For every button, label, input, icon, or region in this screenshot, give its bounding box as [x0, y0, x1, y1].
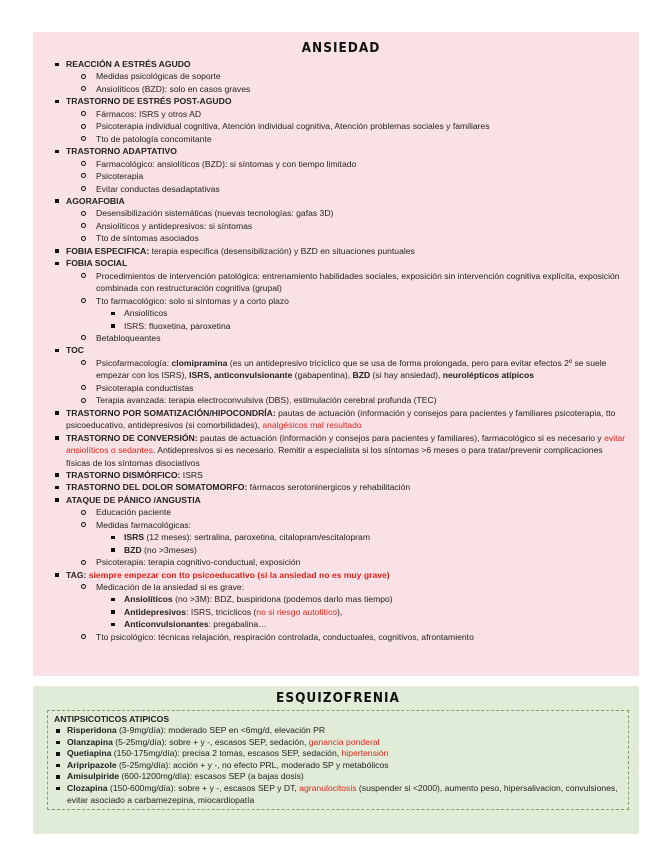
list-item [53, 469, 629, 481]
text: Medicación de la ansiedad si es grave: [96, 582, 245, 593]
heading: AGORAFOBIA [66, 195, 125, 206]
text: (no >3meses) [141, 544, 197, 555]
text: (600-1200mg/día): escasos SEP (a bajas dosis) [119, 771, 304, 782]
text: (150-600mg/día): sobre + y -, escasos SEP y DT, [107, 782, 300, 793]
text: , [209, 370, 214, 381]
list-item [110, 618, 629, 630]
list-item: Betabloqueantes [80, 332, 629, 344]
list-item [53, 95, 629, 145]
text: (suspender si <2000), aumento peso, hipersalivacion, convulsiones, evitar asociado a carbamezepina, miocardiopatía [67, 782, 618, 805]
text: (5-25mg/día): acción + y -, no efecto PRL, moderado SP y metabólicos [116, 759, 389, 770]
heading: TRASTORNO DEL DOLOR SOMATOMORFO: [66, 482, 248, 493]
list-item [80, 295, 629, 332]
list-item: Tto psicológico: técnicas relajación, respiración controlada, conductuales, cognitivos, afrontamiento [80, 631, 629, 643]
list-item: Psicoterapia [80, 170, 629, 182]
text: (no >3M): BDZ, buspiridona (podemos darlo mas tiempo) [172, 594, 393, 605]
anxiety-section [33, 32, 639, 676]
list-item: ISRS: fluoxetina, paroxetina [110, 320, 629, 332]
list-item [53, 494, 629, 569]
text: Medidas farmacológicas: [96, 519, 192, 530]
drug: ISRS [189, 370, 210, 381]
list-item: Psicoterapia: terapia cognitivo-conductual, exposición [80, 556, 629, 568]
heading: REACCIÓN A ESTRÉS AGUDO [66, 59, 191, 69]
list-item [54, 760, 622, 772]
list-item [53, 58, 629, 95]
list-item [53, 344, 629, 406]
list-item [53, 145, 629, 195]
list-item [110, 531, 629, 543]
drug: Quetiapina [67, 748, 112, 759]
list-item: Educación paciente [80, 506, 629, 518]
drug: Anticonvulsionantes [124, 619, 209, 630]
text: (150-175mg/día): precisa 2 tomas, escasos SEP, sedación, [111, 748, 342, 759]
text: . Antidepresivos si es necesario. Remitir a especialista si los síntomas >6 meses o para tratar/prevenir complicaciones físicas de los síntomas disociativos [66, 445, 603, 468]
drug: Olanzapina [67, 736, 113, 747]
warning: agranulocitosis [299, 782, 357, 793]
heading: FOBIA ESPECIFICA: [66, 245, 150, 256]
text: : pregabalina… [208, 619, 267, 630]
drug: BZD [124, 544, 142, 555]
warning: siempre empezar con tto psicoeducativo (si la ansiedad no es muy grave) [86, 569, 390, 580]
list-item [110, 606, 629, 618]
list-item [53, 432, 629, 469]
warning: hipertensión [341, 748, 389, 759]
list-item: Desensibilización sistemáticas (nuevas tecnologías: gafas 3D) [80, 207, 629, 219]
text: Psicofarmacología: [96, 357, 172, 368]
list-item: Procedimientos de intervención patológica: entrenamiento habilidades sociales, exposición sin intervención cognitiva explícita, exposición combinada con restructuración cognitiva (grupal) [80, 270, 629, 295]
list-item [53, 195, 629, 245]
box-title: ANTIPSICOTICOS ATIPICOS [54, 714, 170, 724]
heading: TRASTORNO DE CONVERSIÓN: [66, 432, 198, 443]
heading: TOC [66, 345, 84, 356]
heading: TAG: [66, 569, 87, 580]
list-item [110, 593, 629, 605]
list-item: Terapia avanzada: terapia electroconvulsiva (DBS), estimulación cerebral profunda (TEC) [80, 394, 629, 406]
list-item [54, 783, 622, 806]
drug: ISRS [124, 532, 145, 543]
list-item [54, 737, 622, 749]
drug: Risperidona [67, 725, 117, 735]
list-item: Ansiolíticos (BZD): solo en casos graves [80, 83, 629, 95]
list-item [53, 245, 629, 257]
drug: Aripripazole [67, 759, 117, 770]
list-item: Medidas psicológicas de soporte [80, 70, 629, 82]
drug: Ansiolíticos [124, 594, 173, 605]
antipsychotics-list [54, 725, 622, 806]
list-item [53, 481, 629, 493]
drug: BZD [352, 370, 371, 381]
text: terapia especifica (desensibilización) y BZD en situaciones puntuales [149, 245, 415, 256]
text: fármacos serotoninergicos y rehabilitación [247, 482, 411, 493]
drug: anticonvulsionante [213, 370, 293, 381]
list-item: Tto de síntomas asociados [80, 232, 629, 244]
list-item [53, 257, 629, 344]
list-item [110, 544, 629, 556]
warning: ganancia ponderal [308, 736, 380, 747]
anxiety-title: ANSIEDAD [301, 40, 381, 56]
drug: neurolépticos atípicos [442, 370, 534, 381]
text: (gabapentina), [292, 370, 353, 381]
heading: ATAQUE DE PÁNICO /ANGUSTIA [66, 494, 201, 505]
heading: FOBIA SOCIAL [66, 258, 128, 269]
drug: Amisulpiride [67, 771, 120, 782]
list-item [54, 771, 622, 783]
heading: TRASTORNO DE ESTRÉS POST-AGUDO [66, 96, 232, 107]
drug: Clozapina [67, 782, 108, 793]
text: Tto farmacológico: solo si síntomas y a corto plazo [96, 295, 289, 306]
list-item [53, 569, 629, 644]
text: : ISRS, tricíclicos ( [186, 606, 257, 617]
text: ISRS [180, 469, 203, 480]
list-item: Farmacológico: ansiolíticos (BZD): si síntomas y con tiempo limitado [80, 158, 629, 170]
list-item: Psicoterapia conductistas [80, 382, 629, 394]
antipsychotics-box [47, 710, 629, 810]
schizophrenia-title: ESQUIZOFRENIA [276, 690, 400, 706]
list-item: Ansiolíticos y antidepresivos: si síntomas [80, 220, 629, 232]
list-item [54, 748, 622, 760]
heading: TRASTORNO DISMÓRFICO: [66, 469, 181, 480]
warning: evitar ansiolíticos o sedantes [66, 432, 626, 456]
text: pautas de actuación (información y consejos para pacientes y familiares), farmacológico si es necesario y [197, 432, 605, 443]
text: (3-9mg/día): moderado SEP en <6mg/d, elevación PR [116, 725, 326, 735]
list-item: Psicoterapia individual cognitiva, Atención individual cognitiva, Atención problemas sociales y familiares [80, 120, 629, 132]
heading: TRASTORNO POR SOMATIZACIÓN/HIPOCONDRÍA: [66, 407, 276, 418]
list-item [80, 357, 629, 382]
list-item [80, 519, 629, 556]
list-item: Fármacos: ISRS y otros AD [80, 108, 629, 120]
warning: analgésicos mal resultado [262, 420, 362, 431]
anxiety-list [53, 58, 629, 643]
text: (es un antidepresivo tricíclico que se usa de forma prolongada, pero para evitar efectos 2º se suele empezar con los ISRS), [96, 357, 607, 381]
text: (5-25mg/día): sobre + y -, escasos SEP, sedación, [112, 736, 309, 747]
list-item [53, 407, 629, 432]
text: (si hay ansiedad), [370, 370, 443, 381]
drug: clomipramina [171, 357, 228, 368]
warning: no si riesgo autolítico [256, 606, 338, 617]
heading: TRASTORNO ADAPTATIVO [66, 146, 177, 157]
text: (12 meses): sertralina, paroxetina, citalopram/escitalopram [144, 532, 370, 543]
list-item: Evitar conductas desadaptativas [80, 183, 629, 195]
list-item: Tto de patología concomitante [80, 133, 629, 145]
list-item [54, 725, 622, 737]
text: ), [337, 606, 343, 617]
list-item: Ansiolíticos [110, 307, 629, 319]
drug: Antidepresivos [124, 606, 187, 617]
list-item [80, 581, 629, 631]
schizophrenia-section [33, 686, 639, 834]
text: pautas de actuación (información y consejos para pacientes y familiares psicoterapia, tto psicoeducativo, antidepresivos (si comorbilidades), [66, 407, 616, 431]
